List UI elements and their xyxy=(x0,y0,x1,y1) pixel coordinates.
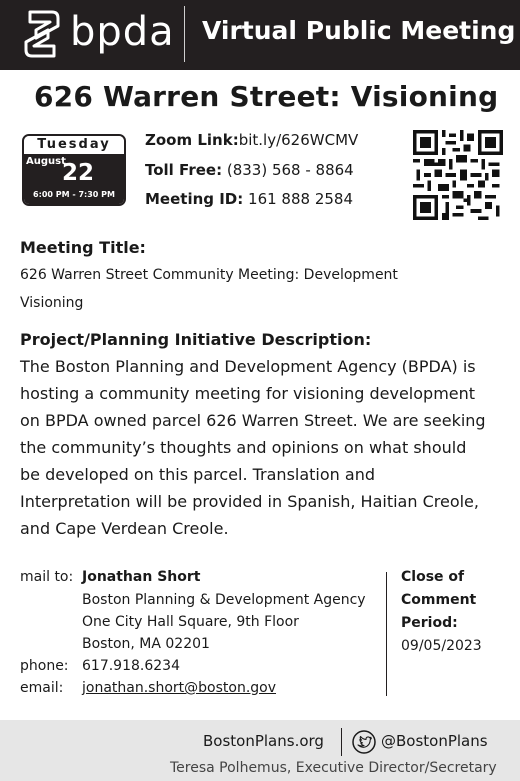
comment-period-line-1: Close of xyxy=(401,569,465,585)
mail-to-label: mail to: xyxy=(20,569,74,585)
footer-website-link[interactable]: BostonPlans.org xyxy=(203,732,324,750)
zoom-link[interactable]: bit.ly/626WCMV xyxy=(238,131,359,149)
description-line: be developed on this parcel. Translation and xyxy=(20,465,375,484)
header-bar xyxy=(0,0,520,70)
comment-period-line-3: Period: xyxy=(401,615,458,631)
meeting-title-line-1: 626 Warren Street Community Meeting: Development xyxy=(20,267,398,283)
description-line: on BPDA owned parcel 626 Warren Street. We are seeking xyxy=(20,411,486,430)
toll-number: (833) 568 - 8864 xyxy=(222,161,354,179)
twitter-bird-icon xyxy=(352,730,376,754)
description-line: hosting a community meeting for visioning development xyxy=(20,384,476,403)
date-number: 22 xyxy=(62,160,95,186)
description-line: the community’s thoughts and opinions on what should xyxy=(20,438,467,457)
zoom-label: Zoom Link: xyxy=(145,131,239,149)
footer-twitter-handle[interactable]: @BostonPlans xyxy=(381,732,488,750)
header-title: Virtual Public Meeting xyxy=(202,16,516,45)
comment-period-line-2: Comment xyxy=(401,592,477,608)
date-month: August xyxy=(26,156,66,167)
comment-period-date: 09/05/2023 xyxy=(401,638,482,654)
contact-name: Jonathan Short xyxy=(82,569,201,585)
meeting-id-label: Meeting ID: xyxy=(145,190,244,208)
date-body xyxy=(24,154,124,206)
description-line: and Cape Verdean Creole. xyxy=(20,519,229,538)
header-divider xyxy=(184,6,185,62)
date-day: Tuesday xyxy=(24,136,124,154)
email-label: email: xyxy=(20,680,64,696)
contact-address-2: One City Hall Square, 9th Floor xyxy=(82,614,299,630)
meeting-id-row xyxy=(145,190,353,208)
toll-free-row xyxy=(145,161,354,179)
phone-value: 617.918.6234 xyxy=(82,658,180,674)
toll-label: Toll Free: xyxy=(145,161,223,179)
contact-divider xyxy=(386,572,387,696)
footer-executive-credit: Teresa Polhemus, Executive Director/Secretary xyxy=(170,760,497,776)
phone-label: phone: xyxy=(20,658,69,674)
description-line: The Boston Planning and Development Agency (BPDA) is xyxy=(20,357,476,376)
logo-text: bpda xyxy=(70,9,175,55)
meeting-id-value: 161 888 2584 xyxy=(243,190,354,208)
footer-bar xyxy=(0,720,520,781)
footer-divider xyxy=(341,728,342,756)
zoom-link-row xyxy=(145,131,358,149)
description-line: Interpretation will be provided in Spanish, Haitian Creole, xyxy=(20,492,479,511)
contact-address-1: Boston Planning & Development Agency xyxy=(82,592,366,608)
page-title: 626 Warren Street: Visioning xyxy=(34,80,499,113)
contact-address-3: Boston, MA 02201 xyxy=(82,636,210,652)
date-time: 6:00 PM - 7:30 PM xyxy=(33,190,115,199)
meeting-title-line-2: Visioning xyxy=(20,295,84,311)
meeting-title-label: Meeting Title: xyxy=(20,238,146,257)
qr-code-icon[interactable] xyxy=(413,130,503,220)
email-link[interactable]: jonathan.short@boston.gov xyxy=(82,680,277,696)
description-label: Project/Planning Initiative Description: xyxy=(20,330,372,349)
bpda-logo-icon xyxy=(22,8,62,60)
date-badge xyxy=(22,134,126,206)
